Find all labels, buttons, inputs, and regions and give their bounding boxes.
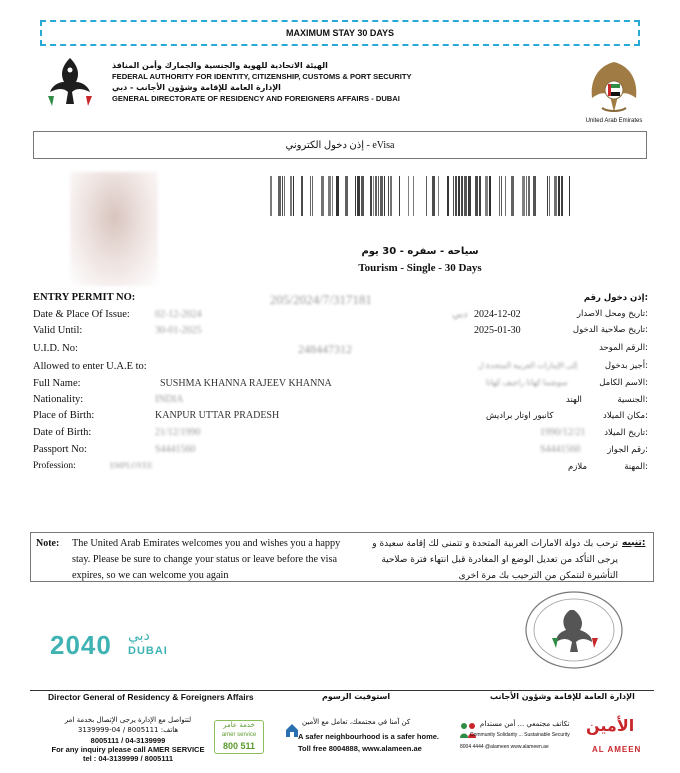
uid-value: 248447312 (298, 342, 352, 356)
note-text-en: The United Arab Emirates welcomes you and wishes you a happy stay. Please be sure to change your status or leave before the visa expires, so we can welcome you again (72, 538, 341, 581)
allowed-value-ar: إلى الإمارات العربية المتحدة ل (478, 361, 578, 370)
visa-type-en: Tourism - Single - 30 Days (358, 262, 482, 274)
barcode-icon (270, 170, 570, 222)
signature-dept-ar: الإدارة العامة للإقامة وشؤون الأجانب (490, 692, 635, 701)
note-label-ar: تنبيه: (622, 538, 646, 548)
dubai-logo-ar: دبي (128, 628, 150, 644)
allowed-label: Allowed to enter U.A.E to: (33, 361, 147, 372)
max-stay-banner: MAXIMUM STAY 30 DAYS (40, 20, 640, 46)
authority-name-ar: الهيئة الاتحادية للهوية والجنسية والجمارك وأمن المنافذ (112, 61, 328, 70)
profession-value-ar: ملازم (568, 462, 587, 472)
passport-value: S4441560 (155, 444, 196, 455)
birth-date-value-ar: 1990/12/21 (540, 427, 586, 438)
authority-header (112, 60, 412, 104)
name-label: Full Name: (33, 378, 81, 389)
uid-label-ar: الرقم الموحد: (599, 343, 648, 353)
directorate-en: GENERAL DIRECTORATE OF RESIDENCY AND FOREIGNERS AFFAIRS - DUBAI (112, 94, 400, 103)
community-slogan-ar: تكاتف مجتمعي ... أمن مستدام (480, 720, 570, 728)
entry-permit-value: 205/2024/7/317181 (270, 292, 372, 307)
amer-phone-ar: هاتف: 8005111 / 04-3139999 (77, 726, 179, 734)
valid-value-ar: 2025-01-30 (474, 325, 521, 336)
passport-value-ar: S4441560 (540, 444, 581, 455)
birth-date-label-ar: تاريخ الميلاد: (604, 428, 648, 438)
profession-label: Profession: (33, 461, 76, 471)
signature-fees-ar: استوفيت الرسوم (322, 692, 391, 701)
amer-inquiry-en: For any inquiry please call AMER SERVICE (51, 745, 205, 754)
alameen-tollfree: Toll free 8004888, www.alameen.ae (298, 744, 422, 753)
uid-label: U.I.D. No: (33, 343, 78, 354)
nationality-value: INDIA (155, 394, 184, 405)
amer-logo-number: 800 511 (222, 741, 256, 751)
issue-place-value: دبي (452, 309, 468, 320)
community-contact: 8004 4444 @alameen www.alameen.ae (460, 744, 549, 750)
alameen-logo-ar: الأمين (586, 716, 635, 735)
passport-label: Passport No: (33, 444, 87, 455)
entry-permit-label: ENTRY PERMIT NO: (33, 292, 136, 303)
alameen-slogan-en: A safer neighbourhood is a safer home. (298, 732, 439, 741)
name-label-ar: الاسم الكامل: (599, 378, 648, 388)
uae-emblem-icon (584, 50, 644, 120)
name-value-ar: سوشما كهانا راجيف كهانا (486, 378, 568, 387)
amer-logo-ar: خدمة عامر (223, 721, 255, 729)
country-caption: United Arab Emirates (585, 118, 643, 124)
falcon-logo-icon (40, 52, 100, 112)
amer-contact-ar: لتتواصل مع الإدارة يرجى الإتصال بخدمة امر (64, 716, 192, 724)
birth-place-value-ar: كانبور اوتار براديش (486, 411, 554, 421)
issue-label-ar: تاريخ ومحل الاصدار: (576, 309, 648, 319)
amer-phone: 8005111 / 04-3139999 (90, 736, 166, 745)
directorate-ar: الإدارة العامة للإقامة وشؤون الأجانب - دبي (112, 83, 281, 92)
evisa-title: إذن دخول الكتروني - eVisa (33, 131, 647, 159)
birth-date-label: Date of Birth: (33, 427, 92, 438)
birth-place-label-ar: مكان الميلاد: (603, 411, 648, 421)
birth-date-value: 21/12/1990 (155, 427, 201, 438)
alameen-logo-en: AL AMEEN (592, 745, 642, 754)
birth-place-value: KANPUR UTTAR PRADESH (155, 410, 280, 421)
signature-divider (30, 690, 654, 691)
note-label: Note: (36, 538, 60, 549)
alameen-slogan-ar: كن آمنا في مجتمعك، تعامل مع الأمين (302, 718, 411, 726)
issue-date-value: 02-12-2024 (155, 309, 202, 320)
profession-label-ar: المهنة: (624, 462, 648, 472)
note-text-ar: ترحب بك دولة الامارات العربية المتحدة و تتمنى لك إقامة سعيدة و يرجى التأكد من تعديل الوضع او المغادرة قبل انتهاء فترة صلاحية التأشيرة لنتمكن من الترحيب بك مرة اخرى (372, 539, 618, 581)
name-value: SUSHMA KHANNA RAJEEV KHANNA (160, 378, 332, 389)
allowed-label-ar: أجيز بدخول: (604, 361, 648, 371)
valid-label: Valid Until: (33, 325, 83, 336)
nationality-value-ar: الهند (566, 395, 582, 405)
dubai-logo-en: DUBAI (128, 645, 168, 657)
official-stamp-icon (522, 588, 626, 672)
birth-place-label: Place of Birth: (33, 410, 95, 421)
entry-permit-label-ar: إذن دخول رقم: (583, 293, 648, 303)
visa-type-ar: سياحه - سفره - 30 يوم (361, 246, 479, 257)
nationality-label: Nationality: (33, 394, 84, 405)
issue-date-value-ar: 2024-12-02 (474, 309, 521, 320)
valid-value: 30-01-2025 (155, 325, 202, 336)
house-icon (285, 722, 299, 738)
amer-logo-en: amer service (221, 732, 257, 738)
profession-value: EMPLOYEE (110, 461, 153, 470)
signature-title-en: Director General of Residency & Foreigners Affairs (48, 692, 254, 702)
valid-label-ar: تاريخ صلاحية الدخول: (572, 325, 648, 335)
passport-label-ar: رقم الجواز: (607, 445, 648, 455)
nationality-label-ar: الجنسية: (617, 395, 648, 405)
issue-label: Date & Place Of Issue: (33, 309, 130, 320)
applicant-photo (70, 172, 158, 286)
authority-name-en: FEDERAL AUTHORITY FOR IDENTITY, CITIZENSHIP, CUSTOMS & PORT SECURITY (112, 72, 412, 81)
community-slogan-en: Community Solidarity ... Sustainable Security (470, 732, 570, 738)
amer-tel-en: tel : 04-3139999 / 8005111 (82, 754, 174, 763)
dubai-2040-logo: 2040 (50, 630, 112, 660)
